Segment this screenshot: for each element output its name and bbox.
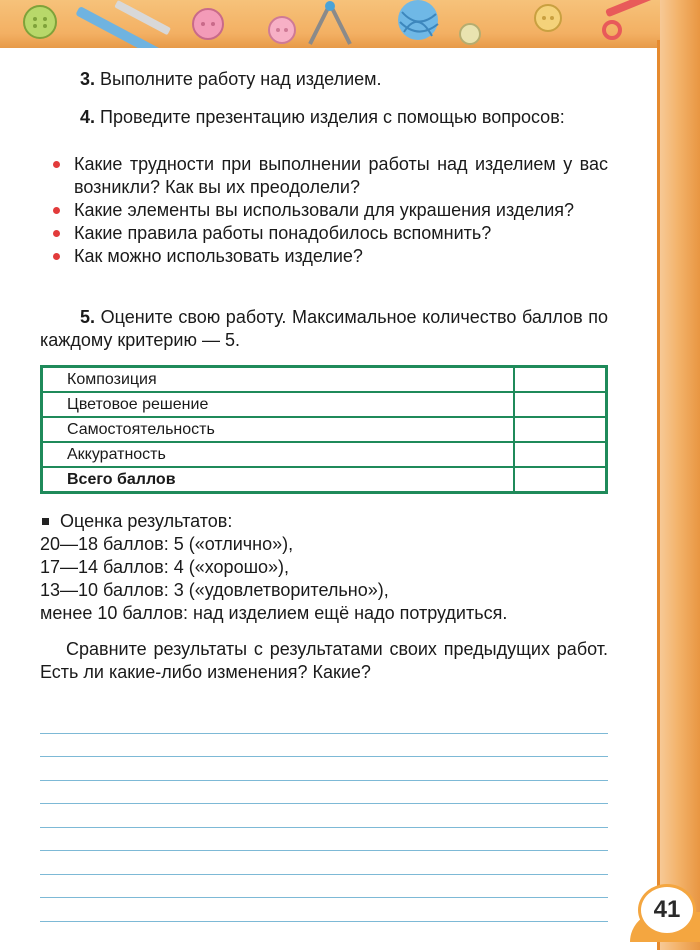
page-number-area: [620, 882, 700, 942]
total-label: Всего баллов: [42, 467, 515, 493]
results-heading: Оценка результатов:: [40, 510, 608, 533]
criterion-label: Аккуратность: [42, 442, 515, 467]
results-line: 13—10 баллов: 3 («удовлетворительно»),: [40, 580, 389, 600]
list-item: Как можно использовать изделие?: [74, 245, 608, 268]
task-5-text: Оцените свою работу. Максимальное количество баллов по каждому критерию — 5.: [40, 307, 608, 350]
decorative-header: [0, 0, 700, 48]
task-5: [40, 306, 608, 352]
writing-line[interactable]: [40, 851, 608, 875]
table-row: [42, 417, 607, 442]
table-total-row: [42, 467, 607, 493]
task-3: [80, 68, 382, 91]
criterion-label: Самостоятельность: [42, 417, 515, 442]
task-5-number: 5.: [80, 307, 96, 327]
criterion-label: Цветовое решение: [42, 392, 515, 417]
sewing-supplies-illustration: [0, 0, 700, 48]
task-4-number: 4.: [80, 107, 96, 127]
table-row: [42, 367, 607, 393]
margin-divider-line: [657, 40, 660, 950]
score-cell[interactable]: [514, 442, 607, 467]
evaluation-table: [40, 365, 608, 494]
page-number: 41: [638, 884, 696, 936]
writing-line[interactable]: [40, 781, 608, 805]
results-line: 20—18 баллов: 5 («отлично»),: [40, 534, 294, 554]
results-scale: [40, 510, 608, 625]
writing-line[interactable]: [40, 828, 608, 852]
page-side-margin: [660, 0, 700, 950]
total-score-cell[interactable]: [514, 467, 607, 493]
writing-line[interactable]: [40, 875, 608, 899]
presentation-questions-list: [74, 153, 608, 268]
score-cell[interactable]: [514, 367, 607, 393]
criterion-label: Композиция: [42, 367, 515, 393]
table-row: [42, 392, 607, 417]
task-4-text: Проведите презентацию изделия с помощью вопросов:: [100, 107, 565, 127]
list-item: Какие элементы вы использовали для украшения изделия?: [74, 199, 608, 222]
task-4: [40, 106, 608, 129]
task-3-text: Выполните работу над изделием.: [100, 69, 382, 89]
writing-line[interactable]: [40, 710, 608, 734]
writing-line[interactable]: [40, 898, 608, 922]
writing-line[interactable]: [40, 757, 608, 781]
writing-line[interactable]: [40, 734, 608, 758]
list-item: Какие трудности при выполнении работы над изделием у вас возникли? Как вы их преодолели?: [74, 154, 608, 197]
score-cell[interactable]: [514, 392, 607, 417]
compare-question: Сравните результаты с результатами своих предыдущих работ. Есть ли какие-либо изменения? Какие?: [40, 639, 608, 682]
answer-writing-area[interactable]: [40, 710, 608, 922]
results-line: 17—14 баллов: 4 («хорошо»),: [40, 557, 290, 577]
task-3-number: 3.: [80, 69, 96, 89]
table-row: [42, 442, 607, 467]
list-item: Какие правила работы понадобилось вспомнить?: [74, 222, 608, 245]
score-cell[interactable]: [514, 417, 607, 442]
results-line: менее 10 баллов: над изделием ещё надо потрудиться.: [40, 603, 508, 623]
writing-line[interactable]: [40, 804, 608, 828]
